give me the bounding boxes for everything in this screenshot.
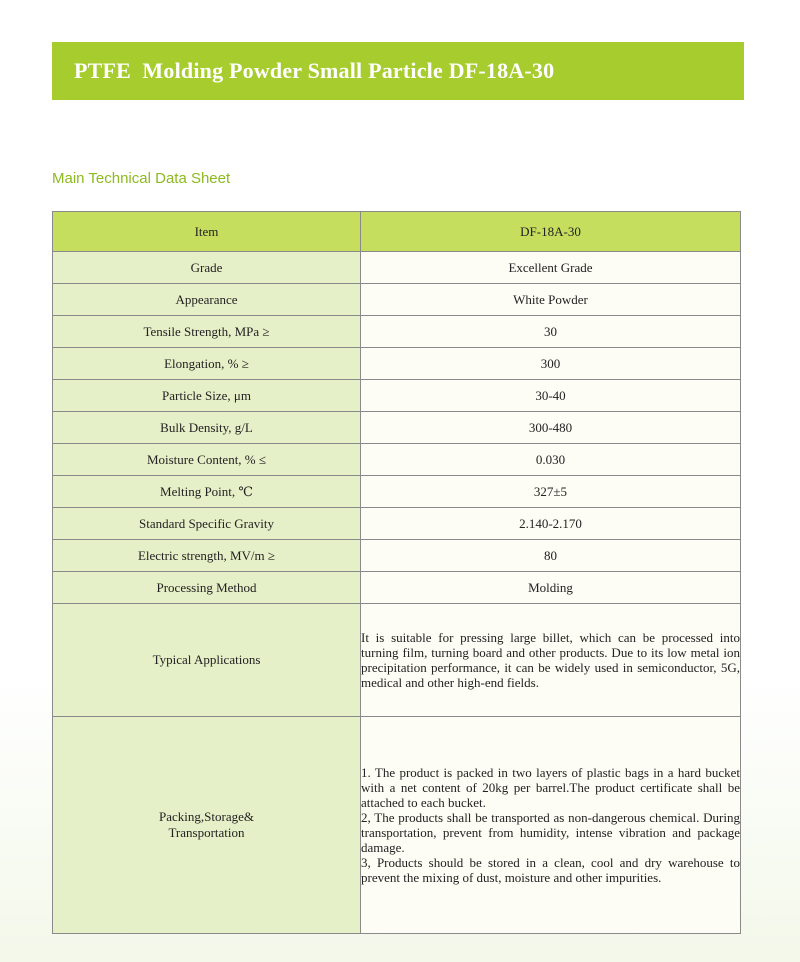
applications-row	[53, 604, 741, 717]
table-row	[53, 540, 741, 572]
table-row	[53, 572, 741, 604]
packing-paragraph: 3, Products should be stored in a clean, cool and dry warehouse to prevent the mixing of dust, moisture and other impurities.	[361, 855, 740, 885]
packing-row	[53, 717, 741, 934]
applications-text: It is suitable for pressing large billet, which can be processed into turning film, turning board and other products. Due to its low metal ion precipitation performance, it can be widely used in semiconductor, 5G, medical and other high-end fields.	[361, 604, 741, 717]
packing-label-line: Packing,Storage&	[159, 809, 254, 824]
row-label: Appearance	[53, 284, 361, 316]
row-value: Excellent Grade	[361, 252, 741, 284]
row-value: 2.140-2.170	[361, 508, 741, 540]
table-row	[53, 348, 741, 380]
table-row	[53, 316, 741, 348]
packing-text	[361, 717, 741, 934]
column-header-product: DF-18A-30	[361, 212, 741, 252]
table-row	[53, 508, 741, 540]
row-label: Particle Size, μm	[53, 380, 361, 412]
row-label: Grade	[53, 252, 361, 284]
row-label: Tensile Strength, MPa ≥	[53, 316, 361, 348]
section-title: Main Technical Data Sheet	[52, 170, 231, 187]
row-value: 300	[361, 348, 741, 380]
table-row	[53, 252, 741, 284]
row-label: Processing Method	[53, 572, 361, 604]
row-value: 80	[361, 540, 741, 572]
page-title: PTFE Molding Powder Small Particle DF-18A-30	[74, 58, 555, 83]
technical-data-table	[52, 211, 741, 934]
row-value: 30-40	[361, 380, 741, 412]
row-value: White Powder	[361, 284, 741, 316]
table-row	[53, 412, 741, 444]
packing-paragraph: 2, The products shall be transported as non-dangerous chemical. During transportation, prevent from humidity, intense vibration and package damage.	[361, 810, 740, 855]
packing-label	[53, 717, 361, 934]
title-banner	[52, 42, 744, 100]
row-label: Moisture Content, % ≤	[53, 444, 361, 476]
applications-label: Typical Applications	[53, 604, 361, 717]
column-header-item: Item	[53, 212, 361, 252]
table-row	[53, 380, 741, 412]
row-label: Standard Specific Gravity	[53, 508, 361, 540]
table-row	[53, 476, 741, 508]
packing-paragraph: 1. The product is packed in two layers of plastic bags in a hard bucket with a net content of 20kg per barrel.The product certificate shall be attached to each bucket.	[361, 765, 740, 810]
table-header-row	[53, 212, 741, 252]
row-value: 0.030	[361, 444, 741, 476]
row-value: 327±5	[361, 476, 741, 508]
row-label: Electric strength, MV/m ≥	[53, 540, 361, 572]
row-value: Molding	[361, 572, 741, 604]
row-label: Elongation, % ≥	[53, 348, 361, 380]
row-label: Bulk Density, g/L	[53, 412, 361, 444]
row-label: Melting Point, ℃	[53, 476, 361, 508]
row-value: 30	[361, 316, 741, 348]
table-row	[53, 444, 741, 476]
table-row	[53, 284, 741, 316]
row-value: 300-480	[361, 412, 741, 444]
packing-label-line: Transportation	[168, 825, 245, 840]
